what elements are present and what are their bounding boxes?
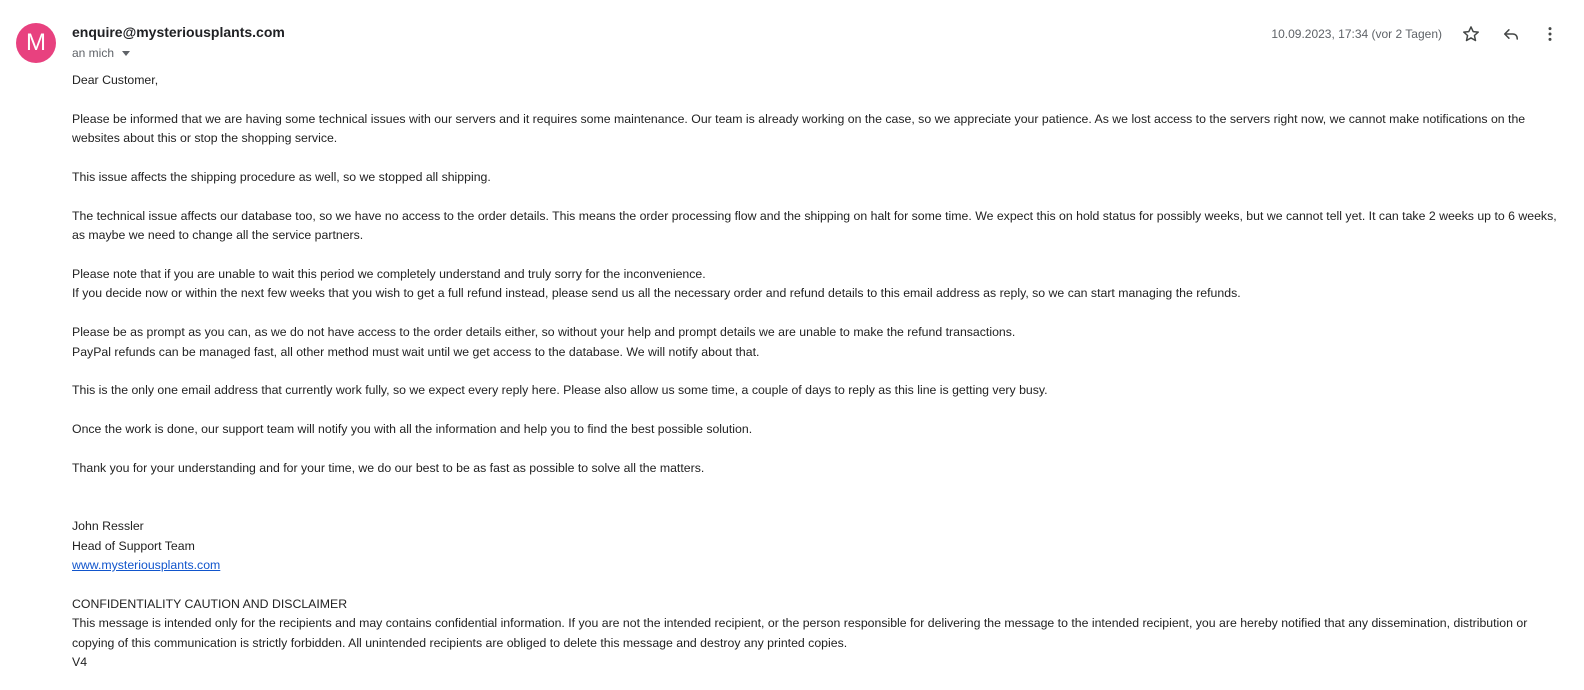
disclaimer-text: This message is intended only for the recipients and may contains confidential information. If you are not the intended recipient, or the person responsible for delivering the message to the intended recipient, you are hereby notified that any dissemination, distribution or copying of this communication is strictly forbidden. All unintended recipients are obliged to delete this message and destroy any printed copies. — [72, 616, 1528, 650]
chevron-down-icon[interactable] — [122, 51, 130, 56]
signature-name: John Ressler — [72, 519, 144, 534]
paragraph-1: Please be informed that we are having some technical issues with our servers and it requires some maintenance. Our team is already working on the case, so we appreciate your patience. As we lost access to the servers right now, we cannot make notifications on the websites about this or stop the shopping service. — [72, 111, 1526, 146]
recipient-label: an mich — [72, 46, 115, 60]
website-link[interactable]: www.mysteriousplants.com — [72, 558, 221, 573]
sender-email[interactable]: enquire@mysteriousplants.com — [72, 24, 285, 40]
greeting: Dear Customer, — [72, 73, 159, 87]
version-label: V4 — [72, 655, 88, 670]
reply-icon[interactable] — [1499, 22, 1523, 46]
more-vert-icon[interactable] — [1538, 22, 1562, 46]
signature-title: Head of Support Team — [72, 538, 195, 553]
paragraph-5a: Please be as prompt as you can, as we do not have access to the order details either, so without your help and prompt details we are unable to make the refund transactions. — [72, 325, 1016, 340]
disclaimer — [72, 595, 1562, 673]
paragraph-6: This is the only one email address that currently work fully, so we expect every reply here. Please also allow us some time, a couple of days to reply as this line is getting very busy. — [72, 383, 1048, 398]
signature — [72, 517, 1562, 575]
paragraph-4b: If you decide now or within the next few weeks that you wish to get a full refund instead, please send us all the necessary order and refund details to this email address as reply, so we can start managing the refunds. — [72, 286, 1241, 301]
sender-avatar[interactable]: M — [16, 23, 56, 63]
paragraph-3: The technical issue affects our database too, so we have no access to the order details. This means the order processing flow and the shipping on halt for some time. We expect this on hold status for possibly weeks, but we cannot tell yet. It can take 2 weeks up to 6 weeks, as maybe we need to change all the service partners. — [72, 208, 1557, 243]
paragraph-5b: PayPal refunds can be managed fast, all other method must wait until we get access to the database. We will notify about that. — [72, 344, 760, 359]
star-icon[interactable] — [1459, 22, 1483, 46]
paragraph-4a: Please note that if you are unable to wait this period we completely understand and truly sorry for the inconvenience. — [72, 267, 706, 281]
message-date: 10.09.2023, 17:34 (vor 2 Tagen) — [1271, 27, 1442, 41]
recipient-details-toggle[interactable] — [72, 46, 130, 60]
paragraph-8: Thank you for your understanding and for your time, we do our best to be as fast as possible to solve all the matters. — [72, 461, 705, 475]
disclaimer-heading: CONFIDENTIALITY CAUTION AND DISCLAIMER — [72, 596, 348, 611]
message-body — [72, 71, 1562, 672]
paragraph-7: Once the work is done, our support team will notify you with all the information and help you to find the best possible solution. — [72, 422, 753, 437]
paragraph-2: This issue affects the shipping procedure as well, so we stopped all shipping. — [72, 170, 491, 184]
